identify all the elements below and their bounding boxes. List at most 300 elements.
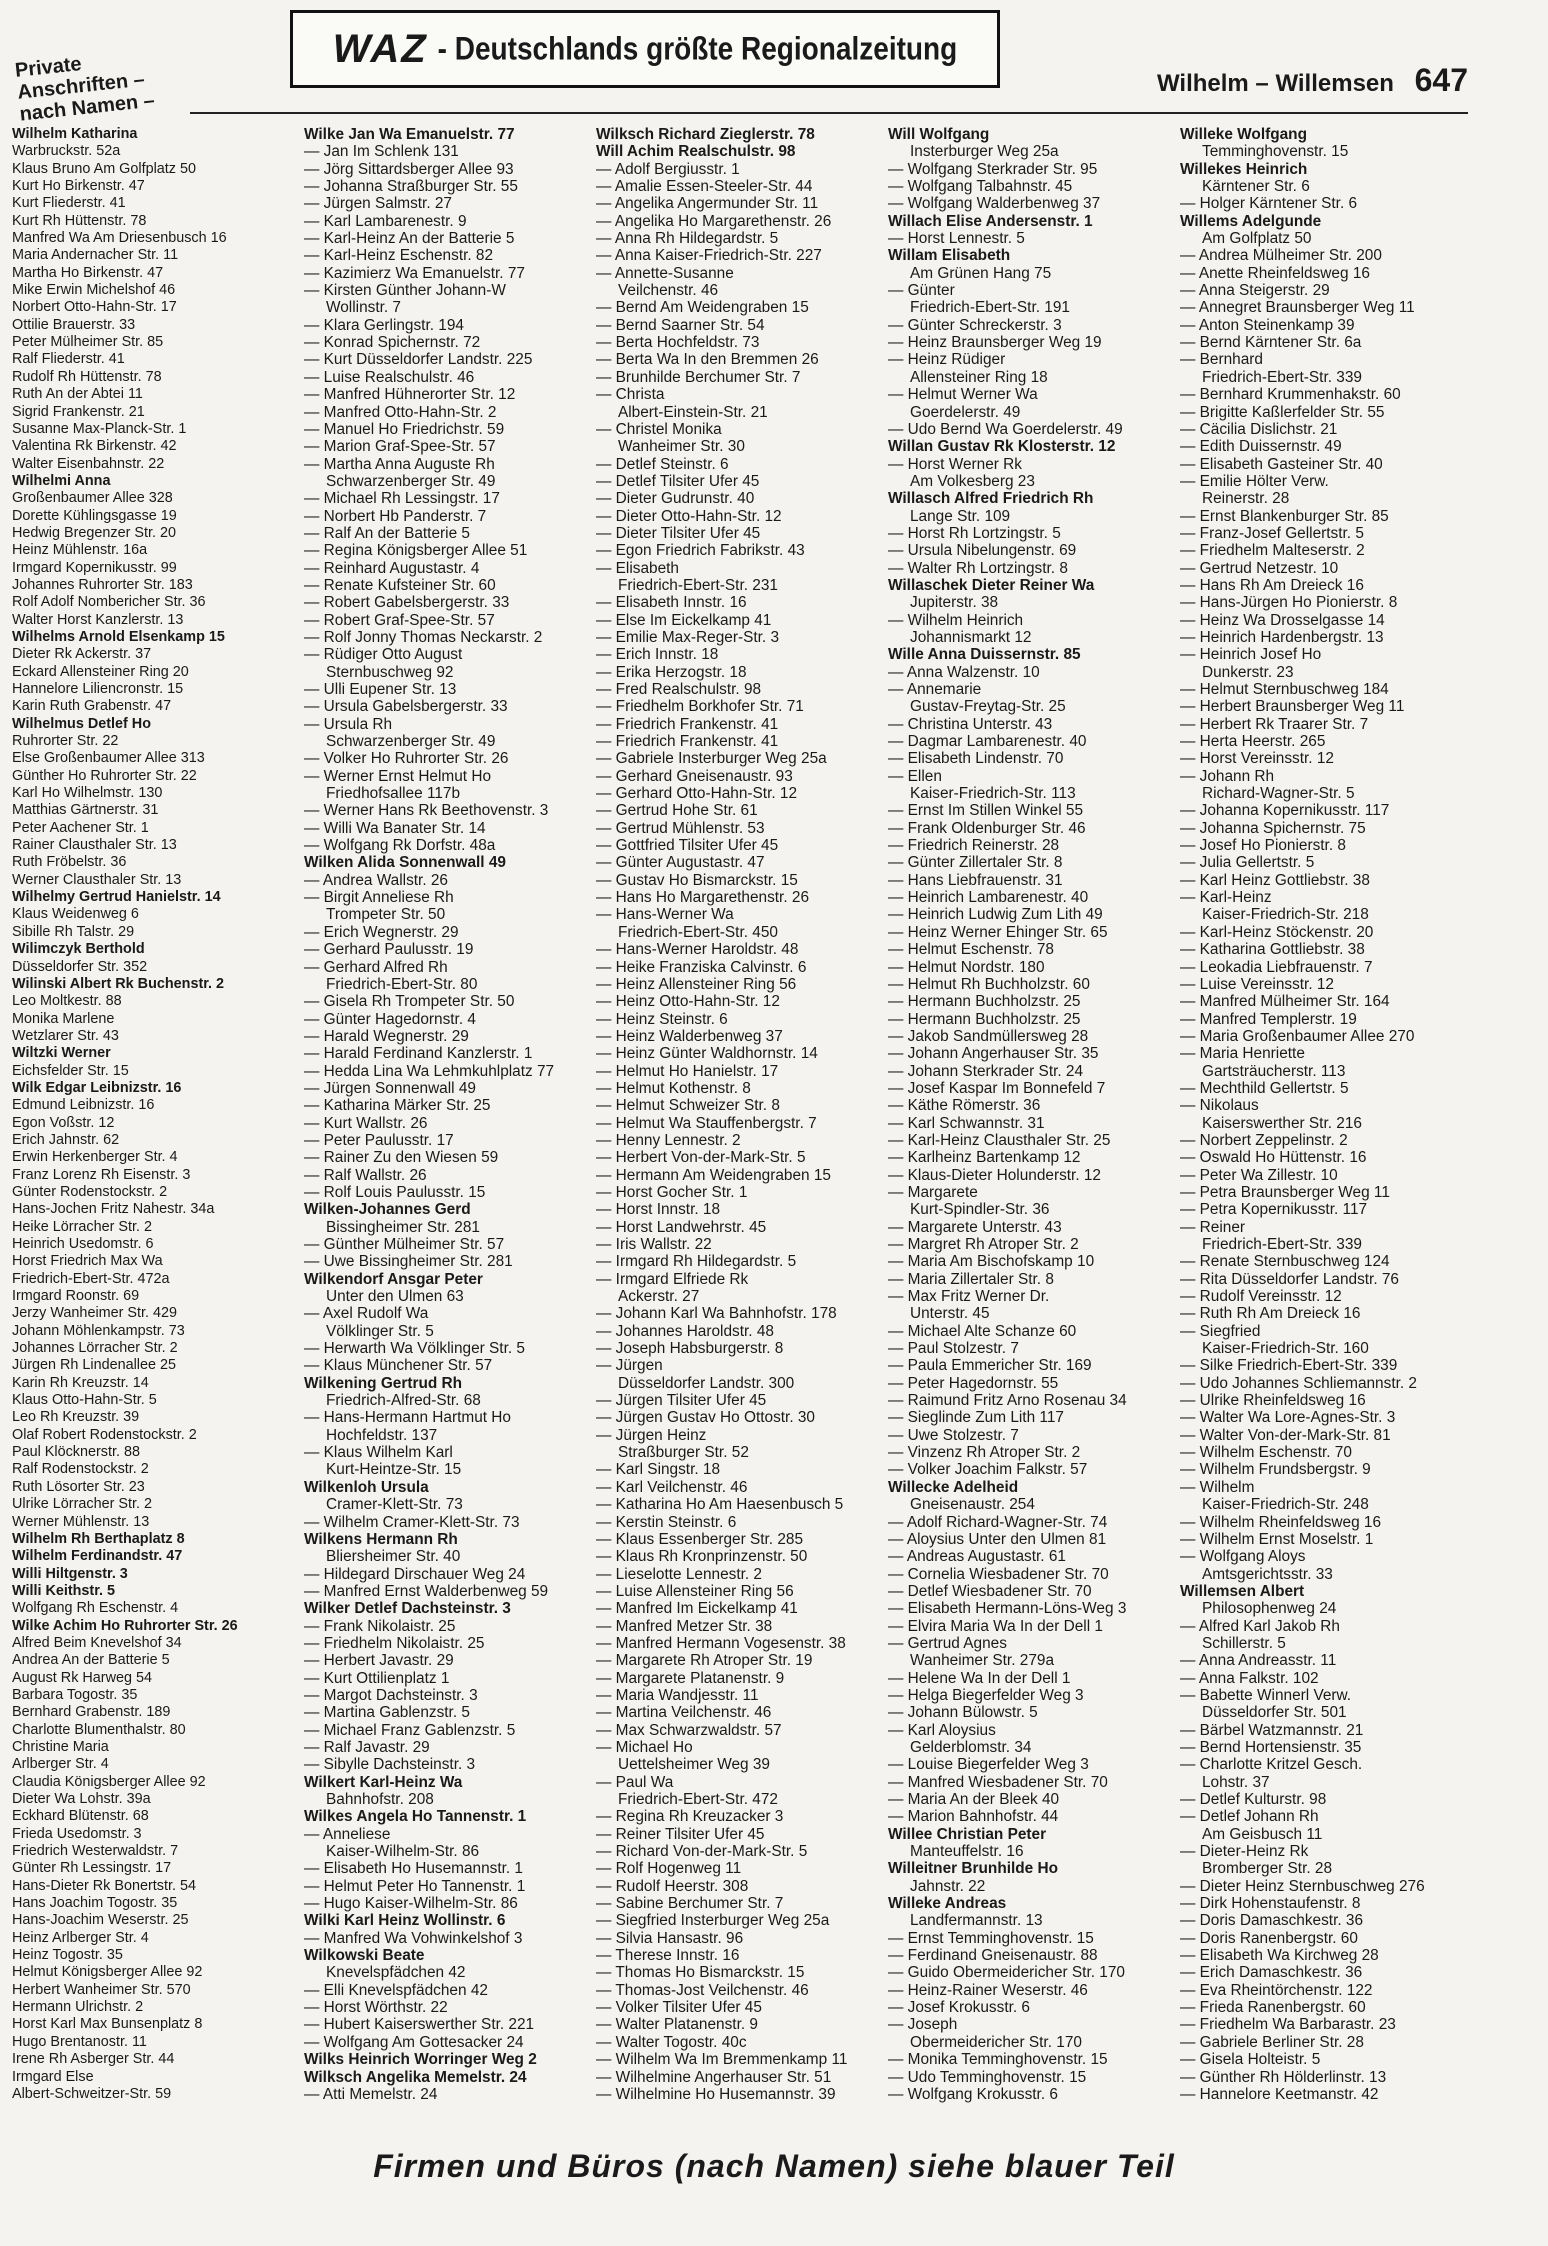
listing-line: — Willi Wa Banater Str. 14 [304,819,486,837]
listing-line: Will Achim Realschulstr. 98 [596,143,796,161]
listing-line: — Jürgen Sonnenwall 49 [304,1079,476,1097]
listing-line: Wilimczyk Berthold [12,941,145,958]
listing-line: Wanheimer Str. 30 [618,438,745,456]
listing-line: Else Großenbaumer Allee 313 [12,750,205,767]
listing-line: — Konrad Spichernstr. 72 [304,334,481,352]
listing-line: Schillerstr. 5 [1202,1634,1286,1652]
listing-line: — Martina Veilchenstr. 46 [596,1704,772,1722]
listing-line: — Ernst Blankenburger Str. 85 [1180,507,1389,525]
listing-line: Bahnhofstr. 208 [326,1791,434,1808]
listing-line: — Michael Alte Schanze 60 [888,1322,1077,1340]
listing-line: — Rudolf Vereinsstr. 12 [1180,1288,1342,1306]
listing-line: — Karl-Heinz [1180,889,1272,907]
listing-line: — Reiner Tilsiter Ufer 45 [596,1825,765,1843]
listing-line: — Jürgen Gustav Ho Ottostr. 30 [596,1409,815,1427]
listing-line: — Irmgard Rh Hildegardstr. 5 [596,1253,797,1271]
listing-line: Bromberger Str. 28 [1202,1860,1333,1878]
listing-line: Hugo Brentanostr. 11 [12,2033,147,2050]
listing-line: — Birgit Anneliese Rh [304,889,454,907]
listing-line: — Hannelore Keetmanstr. 42 [1180,2085,1379,2103]
listing-line: — Andrea Wallstr. 26 [304,871,448,889]
listing-line: Ruth Fröbelstr. 36 [12,854,127,871]
listing-line: — Karl Heinz Gottliebstr. 38 [1180,871,1370,889]
listing-line: Wilhelm Ferdinandstr. 47 [12,1548,183,1565]
listing-line: — Hans Rh Am Dreieck 16 [1180,576,1364,594]
listing-line: — Rudolf Heerstr. 308 [596,1877,749,1895]
listing-line: Willasch Alfred Friedrich Rh [888,490,1094,508]
listing-line: — Cäcilia Dislichstr. 21 [1180,420,1338,438]
listing-line: — Sabine Berchumer Str. 7 [596,1895,784,1913]
listing-line: — Gisela Rh Trompeter Str. 50 [304,993,515,1011]
listing-line: — Brigitte Kaßlerfelder Str. 55 [1180,403,1385,421]
listing-line: — Silke Friedrich-Ebert-Str. 339 [1180,1357,1398,1375]
directory-columns [12,126,1472,2136]
listing-line: — Wolfgang Aloys [1180,1548,1306,1566]
listing-line: — Hermann Am Weidengraben 15 [596,1166,831,1184]
listing-line: — Ursula Rh [304,715,393,733]
listing-line: Wilker Detlef Dachsteinstr. 3 [304,1600,511,1618]
listing-line: Albert-Einstein-Str. 21 [618,403,768,421]
listing-line: Mike Erwin Michelshof 46 [12,282,176,299]
listing-line: Großenbaumer Allee 328 [12,490,173,507]
listing-line: — Bernd Kärntener Str. 6a [1180,334,1362,352]
listing-line: — Kurt Wallstr. 26 [304,1114,428,1132]
listing-line: — Richard Von-der-Mark-Str. 5 [596,1843,808,1861]
listing-line: — Martina Gablenzstr. 5 [304,1704,470,1722]
listing-line: Edmund Leibnizstr. 16 [12,1097,155,1114]
listing-line: — Horst Werner Rk [888,455,1022,473]
listing-line: — Friedhelm Borkhofer Str. 71 [596,698,804,716]
listing-line: Erwin Herkenberger Str. 4 [12,1149,178,1166]
listing-line: Wilhelmy Gertrud Hanielstr. 14 [12,889,221,906]
listing-line: Johannismarkt 12 [910,628,1032,646]
listing-line: — Heinz Günter Waldhornstr. 14 [596,1045,818,1063]
listing-line: — Wilhelm Wa Im Bremmenkamp 11 [596,2051,848,2069]
listing-line: — Ferdinand Gneisenaustr. 88 [888,1947,1098,1965]
listing-line: — Bernd Am Weidengraben 15 [596,299,809,317]
listing-line: Unterstr. 45 [910,1305,990,1323]
listing-line: — Siegfried Insterburger Weg 25a [596,1912,830,1930]
listing-line: Kurt-Spindler-Str. 36 [910,1201,1050,1219]
listing-line: Kaiser-Friedrich-Str. 248 [1202,1496,1369,1514]
listing-line: — Rüdiger Otto August [304,646,463,664]
listing-line: — Kirsten Günther Johann-W [304,282,506,300]
listing-line: — Marion Graf-Spee-Str. 57 [304,438,496,456]
listing-line: Jerzy Wanheimer Str. 429 [12,1305,178,1322]
listing-line: — Heinz Wa Drosselgasse 14 [1180,611,1385,629]
listing-line: — Horst Lennestr. 5 [888,230,1025,248]
listing-line: — Ulrike Rheinfeldsweg 16 [1180,1392,1366,1410]
listing-line: — Rolf Louis Paulusstr. 15 [304,1183,486,1201]
listing-line: — Wilhelm Heinrich [888,611,1024,629]
listing-line: — Joseph [888,2016,958,2034]
listing-line: — Hildegard Dirschauer Weg 24 [304,1565,526,1583]
listing-line: Peter Mülheimer Str. 85 [12,334,164,351]
listing-line: Heinz Mühlenstr. 16a [12,542,148,559]
listing-line: Friedrich-Ebert-Str. 231 [618,576,778,594]
listing-line: — Gottfried Tilsiter Ufer 45 [596,837,779,855]
listing-line: Sigrid Frankenstr. 21 [12,403,145,420]
listing-line: Hannelore Liliencronstr. 15 [12,681,184,697]
listing-line: — Kurt Düsseldorfer Landstr. 225 [304,351,533,369]
listing-line: — Johann Bülowstr. 5 [888,1704,1038,1722]
listing-line: — Brunhilde Berchumer Str. 7 [596,368,801,386]
listing-line: Peter Aachener Str. 1 [12,819,149,836]
listing-line: — Günter Schreckerstr. 3 [888,316,1062,334]
listing-line: Veilchenstr. 46 [618,282,719,300]
listing-line: — Horst Vereinsstr. 12 [1180,750,1334,768]
listing-line: — Vinzenz Rh Atroper Str. 2 [888,1444,1081,1462]
listing-line: Insterburger Weg 25a [910,143,1059,161]
listing-line: — Silvia Hansastr. 96 [596,1929,744,1947]
listing-line: — Gerhard Otto-Hahn-Str. 12 [596,785,798,803]
listing-line: — Michael Ho [596,1738,693,1756]
listing-line: — Heinz Werner Ehinger Str. 65 [888,923,1108,941]
listing-line: Charlotte Blumenthalstr. 80 [12,1721,186,1738]
listing-line: Heinz Arlberger Str. 4 [12,1929,149,1946]
listing-line: — Josef Krokusstr. 6 [888,1999,1030,2017]
listing-line: — Dirk Hohenstaufenstr. 8 [1180,1895,1361,1913]
listing-line: Unter den Ulmen 63 [326,1288,464,1306]
listing-line: — Joseph Habsburgerstr. 8 [596,1340,784,1358]
listing-line: — Rita Düsseldorfer Landstr. 76 [1180,1270,1399,1288]
listing-line: — Hans-Werner Haroldstr. 48 [596,941,799,959]
listing-line: — Martha Anna Auguste Rh [304,455,495,473]
listing-line: Johannes Lörracher Str. 2 [12,1340,178,1357]
listing-line: Friedrich Westerwaldstr. 7 [12,1843,179,1860]
listing-line: — Angelika Ho Margarethenstr. 26 [596,212,832,230]
listing-line: — Harald Ferdinand Kanzlerstr. 1 [304,1045,533,1063]
listing-line: — Aloysius Unter den Ulmen 81 [888,1530,1107,1548]
listing-line: — Rainer Zu den Wiesen 59 [304,1149,499,1167]
listing-line: — Gerhard Alfred Rh [304,958,448,976]
listing-line: — Horst Innstr. 18 [596,1201,721,1219]
header-rule [190,112,1468,114]
listing-line: Dunkerstr. 23 [1202,663,1294,681]
listing-line: — Wolfgang Am Gottesacker 24 [304,2033,524,2051]
listing-line: Jupiterstr. 38 [910,594,999,612]
listing-line: — Helga Biegerfelder Weg 3 [888,1686,1084,1704]
listing-line: — Volker Joachim Falkstr. 57 [888,1461,1088,1479]
listing-line: Allensteiner Ring 18 [910,368,1048,386]
listing-line: — Manfred Wa Vohwinkelshof 3 [304,1929,523,1947]
listing-line: — Karl Veilchenstr. 46 [596,1478,748,1496]
listing-line: — Horst Wörthstr. 22 [304,1999,448,2017]
listing-line: — Helmut Schweizer Str. 8 [596,1097,780,1115]
listing-line: Christine Maria [12,1738,109,1755]
page-number: 647 [1414,62,1468,98]
listing-line: — Anette Rheinfeldsweg 16 [1180,264,1370,282]
listing-line: Sternbuschweg 92 [326,663,454,681]
listing-line: Willaschek Dieter Reiner Wa [888,576,1095,594]
listing-line: Klaus Weidenweg 6 [12,906,139,923]
listing-line: — Herwarth Wa Völklinger Str. 5 [304,1340,525,1358]
listing-line: — Dieter Otto-Hahn-Str. 12 [596,507,782,525]
listing-line: Wilks Heinrich Worringer Weg 2 [304,2051,537,2069]
listing-line: — Atti Memelstr. 24 [304,2085,438,2103]
listing-line: Heinrich Usedomstr. 6 [12,1236,154,1252]
listing-line: — Maria Am Bischofskamp 10 [888,1253,1095,1271]
listing-line: Gartsträucherstr. 113 [1202,1062,1346,1080]
listing-line: — Jürgen Heinz [596,1426,707,1444]
listing-line: — Horst Rh Lortzingstr. 5 [888,524,1061,542]
listing-line: — Klaus Rh Kronprinzenstr. 50 [596,1548,808,1566]
listing-line: — Kurt Ottilienplatz 1 [304,1669,450,1687]
listing-line: — Klaus Wilhelm Karl [304,1444,453,1462]
listing-line: Kurt Ho Birkenstr. 47 [12,178,145,195]
listing-line: Am Volkesberg 23 [910,472,1035,490]
listing-line: — Paul Stolzestr. 7 [888,1340,1019,1358]
listing-line: — Volker Ho Ruhrorter Str. 26 [304,750,509,768]
listing-line: Bernhard Grabenstr. 189 [12,1704,171,1721]
listing-line: — Johann Rh [1180,767,1275,785]
listing-line: — Manuel Ho Friedrichstr. 59 [304,420,505,438]
listing-line: — Katharina Ho Am Haesenbusch 5 [596,1496,844,1514]
listing-line: — Friedrich Frankenstr. 41 [596,715,779,733]
listing-line: Willemsen Albert [1180,1582,1305,1600]
listing-line: Günter Rh Lessingstr. 17 [12,1860,172,1877]
listing-line: Willeke Wolfgang [1180,126,1307,143]
listing-line: — Johannes Haroldstr. 48 [596,1322,774,1340]
listing-line: — Heinz Otto-Hahn-Str. 12 [596,993,780,1011]
listing-line: — Erika Herzogstr. 18 [596,663,747,681]
listing-line: Hans Joachim Togostr. 35 [12,1895,178,1912]
listing-line: — Ellen [888,767,942,785]
listing-line: — Norbert Zeppelinstr. 2 [1180,1131,1348,1149]
listing-line: — Helmut Rh Buchholzstr. 60 [888,975,1090,993]
listing-line: — Johann Karl Wa Bahnhofstr. 178 [596,1305,837,1323]
listing-line: — Margarete Platanenstr. 9 [596,1669,785,1687]
listing-line: — Wilhelm [1180,1478,1255,1496]
listing-line: — Friedhelm Nikolaistr. 25 [304,1634,485,1652]
listing-line: — Kazimierz Wa Emanuelstr. 77 [304,264,525,282]
listing-line: — Margret Rh Atroper Str. 2 [888,1236,1079,1253]
listing-line: — Karl Aloysius [888,1721,996,1739]
listing-line: Wilke Achim Ho Ruhrorter Str. 26 [12,1617,238,1634]
section-note: Private Anschriften – nach Namen – [14,53,156,126]
listing-line: — Anna Steigerstr. 29 [1180,282,1330,300]
listing-line: Wilhelm Katharina [12,126,138,142]
listing-line: — Frieda Ranenbergstr. 60 [1180,1999,1366,2017]
listing-line: Lohstr. 37 [1202,1773,1270,1791]
listing-line: — Karl Schwannstr. 31 [888,1114,1045,1132]
listing-line: — Wolfgang Krokusstr. 6 [888,2085,1058,2103]
listing-line: — Heinz Braunsberger Weg 19 [888,334,1102,352]
listing-line: Wilkendorf Ansgar Peter [304,1270,483,1288]
listing-line: — Wilhelmine Ho Husemannstr. 39 [596,2085,836,2103]
listing-line: Monika Marlene [12,1010,115,1027]
listing-line: — Johanna Spichernstr. 75 [1180,819,1366,837]
listing-line: — Karl-Heinz Eschenstr. 82 [304,247,494,265]
listing-line: Valentina Rk Birkenstr. 42 [12,438,177,455]
listing-line: Gelderblomstr. 34 [910,1738,1032,1756]
listing-line: — Anton Steinenkamp 39 [1180,316,1355,334]
listing-line: Erich Jahnstr. 62 [12,1131,120,1148]
listing-line: — Gerhard Paulusstr. 19 [304,941,474,959]
listing-line: Friedrich-Ebert-Str. 472a [12,1270,170,1287]
listing-line: — Heinz Rüdiger [888,351,1006,369]
waz-logo: WAZ [332,26,428,71]
listing-line: — Marion Bahnhofstr. 44 [888,1808,1059,1826]
listing-line: Ruhrorter Str. 22 [12,733,119,750]
listing-line: Goerdelerstr. 49 [910,403,1021,421]
listing-line: — Walter Togostr. 40c [596,2033,747,2051]
listing-line: Wilinski Albert Rk Buchenstr. 2 [12,975,225,992]
listing-line: Wilkens Hermann Rh [304,1530,458,1548]
listing-line: — Gerhard Gneisenaustr. 93 [596,767,793,785]
listing-line: Temminghovenstr. 15 [1202,143,1349,161]
listing-line: Wilksch Angelika Memelstr. 24 [304,2068,527,2086]
listing-line: Düsseldorfer Str. 352 [12,958,148,975]
listing-line: — Herbert Von-der-Mark-Str. 5 [596,1149,806,1167]
listing-line: Karin Rh Kreuzstr. 14 [12,1374,149,1391]
listing-line: — Louise Biegerfelder Weg 3 [888,1756,1089,1774]
listing-line: — Emilie Max-Reger-Str. 3 [596,628,780,646]
listing-line: Dorette Kühlingsgasse 19 [12,507,177,524]
listing-line: Wetzlarer Str. 43 [12,1027,119,1044]
listing-line: Horst Friedrich Max Wa [12,1253,163,1270]
listing-line: — Mechthild Gellertstr. 5 [1180,1079,1349,1097]
listing-line: — Herbert Rk Traarer Str. 7 [1180,715,1369,733]
listing-line: Will Wolfgang [888,126,990,143]
listing-line: — Manfred Ernst Walderbenweg 59 [304,1582,549,1600]
listing-line: Wilken-Johannes Gerd [304,1201,471,1219]
listing-line: Eckhard Blütenstr. 68 [12,1808,149,1825]
listing-line: — Fred Realschulstr. 98 [596,681,762,698]
listing-line: Albert-Schweitzer-Str. 59 [12,2085,172,2102]
listing-line: — Dieter Tilsiter Ufer 45 [596,524,761,542]
listing-line: — Michael Rh Lessingstr. 17 [304,490,500,508]
listing-line: Heinz Togostr. 35 [12,1947,123,1964]
listing-line: — Gabriele Insterburger Weg 25a [596,750,827,768]
listing-line: Sibille Rh Talstr. 29 [12,923,135,940]
listing-line: — Udo Bernd Wa Goerdelerstr. 49 [888,420,1123,438]
listing-line: — Hubert Kaiserswerther Str. 221 [304,2016,535,2034]
listing-line: Jahnstr. 22 [910,1877,986,1895]
listing-line: — Peter Hagedornstr. 55 [888,1374,1059,1392]
listing-line: — Elisabeth Innstr. 16 [596,594,747,612]
listing-line: Ruth Lösorter Str. 23 [12,1478,145,1495]
listing-line: Willeitner Brunhilde Ho [888,1860,1059,1878]
listing-line: Arlberger Str. 4 [12,1756,109,1773]
listing-line: — Axel Rudolf Wa [304,1305,429,1323]
listing-line: Klaus Otto-Hahn-Str. 5 [12,1392,157,1409]
listing-line: — Josef Ho Pionierstr. 8 [1180,837,1346,855]
listing-line: Wolfgang Rh Eschenstr. 4 [12,1600,179,1617]
listing-line: — Ursula Nibelungenstr. 69 [888,542,1077,560]
listing-line: Alfred Beim Knevelshof 34 [12,1634,182,1651]
listing-line: — Gertrud Agnes [888,1634,1007,1652]
listing-line: — Johanna Kopernikusstr. 117 [1180,802,1390,820]
listing-line: — Wilhelm Frundsbergstr. 9 [1180,1461,1371,1479]
listing-line: — Gisela Holteistr. 5 [1180,2051,1321,2069]
listing-line: — Hermann Buchholzstr. 25 [888,1010,1081,1028]
listing-line: Olaf Robert Rodenstockstr. 2 [12,1426,197,1443]
listing-line: — Hans Liebfrauenstr. 31 [888,871,1063,889]
listing-line: Kaiser-Friedrich-Str. 218 [1202,906,1369,924]
listing-line: Wilken Alida Sonnenwall 49 [304,854,506,872]
listing-line: Matthias Gärtnerstr. 31 [12,802,159,819]
listing-line: Kaiserswerther Str. 216 [1202,1114,1362,1132]
listing-line: — Günter Hagedornstr. 4 [304,1010,476,1028]
listing-line: — Karl-Heinz An der Batterie 5 [304,230,515,248]
listing-line: — Herbert Braunsberger Weg 11 [1180,698,1405,716]
listing-line: Kärntener Str. 6 [1202,178,1310,196]
listing-line: — Babette Winnerl Verw. [1180,1686,1352,1704]
listing-line: Friedhofsallee 117b [326,785,461,803]
listing-line: — Renate Sternbuschweg 124 [1180,1253,1390,1271]
listing-line: — Maria Wandjesstr. 11 [596,1686,759,1704]
listing-line: Werner Mühlenstr. 13 [12,1513,150,1530]
listing-line: — Siegfried [1180,1322,1261,1340]
listing-line: — Heinz Steinstr. 6 [596,1010,728,1028]
listing-line: Gustav-Freytag-Str. 25 [910,698,1066,716]
listing-line: Willam Elisabeth [888,247,1011,265]
listing-line: — Petra Kopernikusstr. 117 [1180,1201,1368,1219]
listing-line: Leo Rh Kreuzstr. 39 [12,1409,140,1426]
listing-line: — Jörg Sittardsberger Allee 93 [304,160,514,178]
listing-line: Barbara Togostr. 35 [12,1686,138,1703]
listing-line: — Wilhelm Ernst Moselstr. 1 [1180,1530,1374,1548]
listing-line: — Eva Rheintörchenstr. 122 [1180,1981,1373,1999]
listing-line: — Horst Gocher Str. 1 [596,1183,748,1201]
listing-line: Hedwig Bregenzer Str. 20 [12,524,176,541]
listing-line: Walter Horst Kanzlerstr. 13 [12,611,184,628]
listing-line: Willeke Andreas [888,1895,1007,1913]
listing-line: — Maria Henriette [1180,1045,1305,1063]
listing-line: Irmgard Roonstr. 69 [12,1288,140,1305]
listing-line: — Dieter Heinz Sternbuschweg 276 [1180,1877,1425,1895]
listing-line: — Bernhard Krummenhakstr. 60 [1180,386,1401,404]
listing-line: — Elisabeth [596,559,679,577]
listing-line: Hans-Dieter Rk Bonertstr. 54 [12,1877,196,1894]
listing-line: Wilkening Gertrud Rh [304,1374,463,1392]
listing-line: — Max Schwarzwaldstr. 57 [596,1721,782,1739]
listing-line: — Luise Vereinsstr. 12 [1180,975,1334,993]
listing-line: Dieter Wa Lohstr. 39a [12,1791,151,1807]
listing-line: — Detlef Johann Rh [1180,1808,1319,1826]
listing-line: Ulrike Lörracher Str. 2 [12,1496,152,1513]
listing-line: — Katharina Gottliebstr. 38 [1180,941,1365,959]
listing-line: — Uwe Bissingheimer Str. 281 [304,1253,513,1271]
listing-line: Günther Ho Ruhrorter Str. 22 [12,767,197,784]
listing-line: Frieda Usedomstr. 3 [12,1825,142,1842]
listing-line: — Friedrich Frankenstr. 41 [596,733,779,751]
listing-line: Johannes Ruhrorter Str. 183 [12,576,193,593]
listing-line: — Paul Wa [596,1773,674,1791]
listing-line: — Helmut Kothenstr. 8 [596,1079,751,1097]
listing-line: — Walter Rh Lortzingstr. 8 [888,559,1068,577]
listing-line: — Günter [888,282,955,300]
listing-line: — Anna Andreasstr. 11 [1180,1652,1337,1670]
listing-line: — Herbert Javastr. 29 [304,1652,454,1670]
listing-line: Wilhelmi Anna [12,472,111,489]
listing-line: — Andrea Mülheimer Str. 200 [1180,247,1382,265]
listing-line: — Karl Lambarenestr. 9 [304,212,467,230]
listing-line: Wilkes Angela Ho Tannenstr. 1 [304,1808,527,1826]
listing-line: — Max Fritz Werner Dr. [888,1288,1050,1306]
listing-line: — Karl-Heinz Clausthaler Str. 25 [888,1131,1111,1149]
listing-line: — Klaus-Dieter Holunderstr. 12 [888,1166,1101,1184]
listing-line: — Klara Gerlingstr. 194 [304,316,464,334]
listing-line: Wilhelms Arnold Elsenkamp 15 [12,628,225,645]
listing-line: Herbert Wanheimer Str. 570 [12,1981,191,1998]
listing-line: — Erich Damaschkestr. 36 [1180,1964,1363,1982]
listing-line: — Wilhelm Rheinfeldsweg 16 [1180,1513,1382,1531]
listing-line: Bissingheimer Str. 281 [326,1218,480,1236]
listing-line: August Rk Harweg 54 [12,1669,152,1686]
listing-line: — Heinrich Hardenbergstr. 13 [1180,628,1384,646]
